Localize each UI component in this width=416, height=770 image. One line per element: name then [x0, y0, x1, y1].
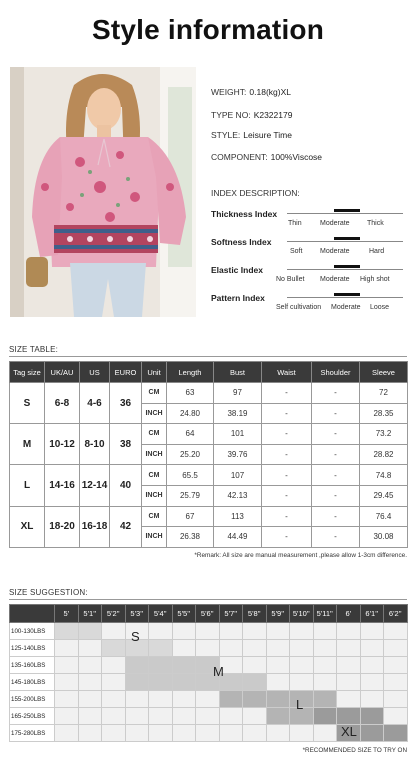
column-header: Unit	[142, 362, 167, 383]
table-row: INCH 26.38 44.49 - - 30.08	[10, 527, 408, 548]
column-header: UK/AU	[45, 362, 80, 383]
index-marker	[334, 209, 360, 212]
weight-label: 175-280LBS	[10, 725, 55, 742]
height-header: 5'1''	[78, 605, 102, 623]
column-header: Tag size	[10, 362, 45, 383]
table-row: INCH 25.79 42.13 - - 29.45	[10, 485, 408, 506]
weight-row	[10, 640, 408, 657]
weight-row	[10, 623, 408, 640]
height-header: 5'11''	[313, 605, 337, 623]
height-header: 5'5''	[172, 605, 196, 623]
column-header: Bust	[214, 362, 262, 383]
thickness-index: Thickness Index Thin Moderate Thick	[211, 209, 411, 241]
height-header: 5'8''	[243, 605, 267, 623]
index-name: Pattern Index	[211, 293, 265, 303]
column-header: Waist	[262, 362, 312, 383]
index-track	[287, 297, 403, 298]
zone-label-l: L	[296, 697, 304, 712]
table-row: INCH 24.80 38.19 - - 28.35	[10, 403, 408, 424]
height-header: 5'3''	[125, 605, 149, 623]
size-table-label: SIZE TABLE:	[9, 345, 59, 354]
weight-label: 145-180LBS	[10, 674, 55, 691]
weight-label: 135-160LBS	[10, 657, 55, 674]
size-table-header	[10, 362, 408, 383]
column-header: EURO	[110, 362, 142, 383]
index-name: Softness Index	[211, 237, 272, 247]
recommend-note: *RECOMMENDED SIZE TO TRY ON	[302, 747, 407, 754]
table-row: XL 18-20 16-18 42 CM 67 113 - - 76.4	[10, 506, 408, 527]
table-row: S 6-8 4-6 36 CM 63 97 - - 72	[10, 383, 408, 404]
height-header: 6'	[337, 605, 361, 623]
type-row: TYPE NO: K2322179	[211, 110, 293, 120]
index-description-title: INDEX DESCRIPTION:	[211, 188, 300, 198]
page-title: Style information	[91, 14, 325, 45]
divider	[9, 599, 407, 600]
height-header: 5'2''	[102, 605, 126, 623]
weight-label: 100-130LBS	[10, 623, 55, 640]
index-track	[287, 213, 403, 214]
index-track	[287, 269, 403, 270]
product-photo	[10, 67, 196, 317]
column-header: Length	[167, 362, 214, 383]
elastic-index: Elastic Index No Bullet Moderate High shot	[211, 265, 411, 297]
size-suggestion-label: SIZE SUGGESTION:	[9, 588, 88, 597]
column-header: Sleeve	[360, 362, 408, 383]
height-header: 5'7''	[219, 605, 243, 623]
size-table	[9, 361, 408, 548]
weight-label: 125-140LBS	[10, 640, 55, 657]
size-remark: *Remark: All size are manual measurement ,please allow 1-3cm difference.	[194, 552, 407, 559]
height-header: 5'6''	[196, 605, 220, 623]
weight-label: 155-200LBS	[10, 691, 55, 708]
divider	[9, 356, 407, 357]
index-name: Elastic Index	[211, 265, 263, 275]
column-header: US	[80, 362, 110, 383]
weight-row	[10, 674, 408, 691]
height-header: 5'	[55, 605, 79, 623]
height-header: 5'10''	[290, 605, 314, 623]
zone-label-xl: XL	[341, 724, 357, 739]
zone-label-m: M	[213, 664, 224, 679]
style-row: STYLE: Leisure Time	[211, 130, 292, 140]
corner-cell	[10, 605, 55, 623]
height-header: 5'4''	[149, 605, 173, 623]
height-header: 6'1''	[360, 605, 384, 623]
height-header-row	[10, 605, 408, 623]
index-name: Thickness Index	[211, 209, 278, 219]
height-header: 5'9''	[266, 605, 290, 623]
weight-row	[10, 657, 408, 674]
index-marker	[334, 237, 360, 240]
weight-row	[10, 708, 408, 725]
table-row: INCH 25.20 39.76 - - 28.82	[10, 444, 408, 465]
weight-row: WEIGHT: 0.18(kg)XL	[211, 87, 292, 97]
column-header: Shoulder	[312, 362, 360, 383]
index-marker	[334, 293, 360, 296]
index-track	[287, 241, 403, 242]
index-marker	[334, 265, 360, 268]
size-suggestion-table	[9, 604, 408, 742]
weight-row	[10, 691, 408, 708]
pattern-index: Pattern Index Self cultivation Moderate Loose	[211, 293, 411, 325]
softness-index: Softness Index Soft Moderate Hard	[211, 237, 411, 269]
table-row: M 10-12 8-10 38 CM 64 101 - - 73.2	[10, 424, 408, 445]
table-row: L 14-16 12-14 40 CM 65.5 107 - - 74.8	[10, 465, 408, 486]
zone-label-s: S	[131, 629, 140, 644]
height-header: 6'2''	[384, 605, 408, 623]
component-row: COMPONENT: 100%Viscose	[211, 152, 323, 162]
weight-label: 165-250LBS	[10, 708, 55, 725]
